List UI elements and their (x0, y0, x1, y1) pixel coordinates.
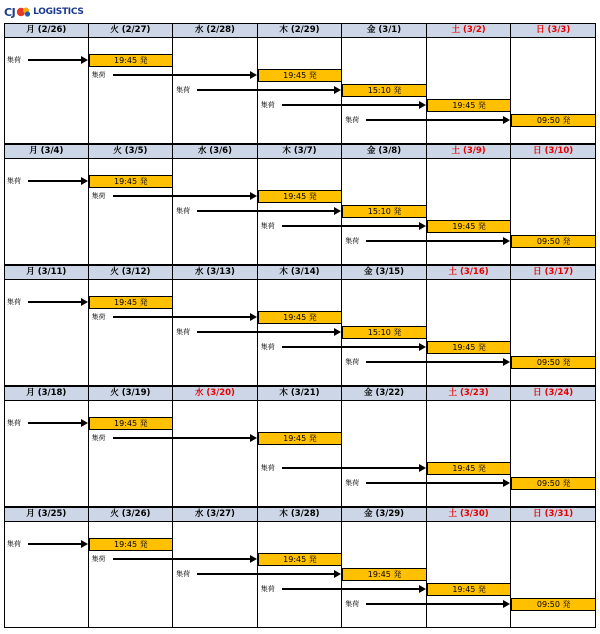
departure-time-badge: 19:45 発 (258, 190, 343, 203)
week-header-row (4, 507, 596, 522)
shipment-row (4, 477, 596, 491)
shipment-row (4, 568, 596, 582)
arrow-right-icon (419, 222, 426, 230)
shipment-row (4, 432, 596, 446)
week-body-row (4, 401, 596, 507)
day-header-cell: 木 (3/7) (258, 144, 343, 159)
departure-time-badge: 19:45 発 (89, 54, 174, 67)
departure-time-badge: 09:50 発 (511, 477, 596, 490)
departure-time-badge: 19:45 発 (427, 220, 512, 233)
pickup-arrow-line (197, 210, 335, 212)
shipment-row (4, 84, 596, 98)
departure-time-badge: 09:50 発 (511, 356, 596, 369)
day-header-cell: 土 (3/16) (427, 265, 512, 280)
pickup-label: 集荷 (176, 570, 191, 578)
pickup-label: 集荷 (7, 56, 21, 64)
pickup-label: 集荷 (91, 313, 106, 321)
day-header-cell: 日 (3/10) (511, 144, 596, 159)
shipment-row (4, 190, 596, 204)
departure-time-badge: 19:45 発 (258, 553, 343, 566)
pickup-arrow-line (282, 467, 420, 469)
day-header-cell: 月 (3/18) (4, 386, 89, 401)
day-header-cell: 火 (2/27) (89, 23, 174, 38)
pickup-label: 集荷 (345, 600, 360, 608)
shipment-row (4, 311, 596, 325)
arrow-right-icon (334, 328, 341, 336)
pickup-arrow-line (282, 346, 420, 348)
departure-time-badge: 19:45 発 (89, 417, 174, 430)
pickup-arrow-line (282, 104, 420, 106)
arrow-right-icon (503, 358, 510, 366)
pickup-label: 集荷 (176, 86, 191, 94)
week-header-row (4, 144, 596, 159)
shipment-row (4, 326, 596, 340)
pickup-arrow-line (113, 558, 251, 560)
pickup-label: 集荷 (345, 237, 360, 245)
pickup-label: 集荷 (7, 540, 21, 548)
pickup-label: 集荷 (91, 71, 106, 79)
departure-time-badge: 09:50 発 (511, 114, 596, 127)
arrow-right-icon (503, 237, 510, 245)
week-block (4, 23, 596, 144)
arrow-right-icon (81, 540, 88, 548)
pickup-label: 集荷 (345, 358, 360, 366)
arrow-right-icon (81, 177, 88, 185)
shipment-row (4, 538, 596, 552)
pickup-arrow-line (113, 316, 251, 318)
day-header-cell: 土 (3/9) (427, 144, 512, 159)
week-header-row (4, 386, 596, 401)
pickup-label: 集荷 (91, 434, 106, 442)
shipment-row (4, 296, 596, 310)
pickup-arrow-line (282, 588, 420, 590)
day-header-cell: 土 (3/23) (427, 386, 512, 401)
arrow-right-icon (503, 116, 510, 124)
departure-time-badge: 19:45 発 (342, 568, 427, 581)
week-block (4, 265, 596, 386)
shipment-row (4, 54, 596, 68)
arrow-right-icon (419, 585, 426, 593)
day-header-cell: 水 (2/28) (173, 23, 258, 38)
pickup-label: 集荷 (7, 177, 21, 185)
arrow-right-icon (334, 86, 341, 94)
week-body-row (4, 38, 596, 144)
departure-time-badge: 19:45 発 (258, 69, 343, 82)
departure-time-badge: 15:10 発 (342, 205, 427, 218)
pickup-label: 集荷 (176, 207, 191, 215)
day-header-cell: 日 (3/3) (511, 23, 596, 38)
shipment-row (4, 583, 596, 597)
arrow-right-icon (503, 600, 510, 608)
shipment-row (4, 99, 596, 113)
day-header-cell: 金 (3/29) (342, 507, 427, 522)
shipment-row (4, 417, 596, 431)
departure-time-badge: 19:45 発 (427, 462, 512, 475)
cj-logistics-logo (4, 2, 84, 22)
day-header-cell: 火 (3/12) (89, 265, 174, 280)
arrow-right-icon (81, 56, 88, 64)
shipment-row (4, 598, 596, 612)
day-header-cell: 火 (3/26) (89, 507, 174, 522)
shipment-row (4, 356, 596, 370)
day-header-cell: 水 (3/13) (173, 265, 258, 280)
week-body-row (4, 522, 596, 628)
day-header-cell: 木 (3/14) (258, 265, 343, 280)
pickup-label: 集荷 (7, 419, 21, 427)
day-header-cell: 金 (3/8) (342, 144, 427, 159)
pickup-label: 集荷 (7, 298, 21, 306)
week-block (4, 507, 596, 628)
arrow-right-icon (250, 192, 257, 200)
shipment-row (4, 205, 596, 219)
shipment-row (4, 462, 596, 476)
pickup-arrow-line (366, 482, 504, 484)
pickup-arrow-line (113, 437, 251, 439)
pickup-arrow-line (282, 225, 420, 227)
shipment-row (4, 114, 596, 128)
day-header-cell: 月 (3/4) (4, 144, 89, 159)
day-header-cell: 水 (3/20) (173, 386, 258, 401)
week-header-row (4, 265, 596, 280)
day-header-cell: 土 (3/30) (427, 507, 512, 522)
pickup-label: 集荷 (345, 116, 360, 124)
day-header-cell: 金 (3/15) (342, 265, 427, 280)
departure-time-badge: 19:45 発 (427, 99, 512, 112)
day-header-cell: 金 (3/22) (342, 386, 427, 401)
logo-cj-text: CJ (4, 5, 16, 19)
day-header-cell: 日 (3/31) (511, 507, 596, 522)
pickup-arrow-line (113, 74, 251, 76)
week-block (4, 386, 596, 507)
departure-time-badge: 19:45 発 (258, 432, 343, 445)
day-header-cell: 火 (3/5) (89, 144, 174, 159)
pickup-arrow-line (28, 543, 82, 545)
week-block (4, 144, 596, 265)
arrow-right-icon (250, 71, 257, 79)
day-header-cell: 木 (3/28) (258, 507, 343, 522)
pickup-label: 集荷 (260, 464, 275, 472)
pickup-arrow-line (366, 361, 504, 363)
departure-time-badge: 19:45 発 (89, 175, 174, 188)
pickup-label: 集荷 (345, 479, 360, 487)
day-header-cell: 日 (3/17) (511, 265, 596, 280)
arrow-right-icon (81, 419, 88, 427)
pickup-label: 集荷 (91, 555, 106, 563)
pickup-arrow-line (197, 331, 335, 333)
departure-time-badge: 19:45 発 (427, 341, 512, 354)
pickup-arrow-line (28, 59, 82, 61)
arrow-right-icon (250, 434, 257, 442)
shipment-row (4, 553, 596, 567)
day-header-cell: 水 (3/6) (173, 144, 258, 159)
pickup-label: 集荷 (176, 328, 191, 336)
departure-time-badge: 19:45 発 (89, 538, 174, 551)
pickup-label: 集荷 (260, 343, 275, 351)
arrow-right-icon (419, 343, 426, 351)
departure-time-badge: 19:45 発 (427, 583, 512, 596)
pickup-label: 集荷 (260, 585, 275, 593)
shipment-row (4, 175, 596, 189)
pickup-arrow-line (197, 573, 335, 575)
pickup-arrow-line (28, 422, 82, 424)
shipment-row (4, 235, 596, 249)
pickup-label: 集荷 (260, 222, 275, 230)
shipment-row (4, 341, 596, 355)
pickup-arrow-line (28, 180, 82, 182)
pickup-label: 集荷 (260, 101, 275, 109)
day-header-cell: 月 (3/11) (4, 265, 89, 280)
day-header-cell: 木 (2/29) (258, 23, 343, 38)
pickup-arrow-line (366, 603, 504, 605)
pickup-arrow-line (197, 89, 335, 91)
departure-time-badge: 15:10 発 (342, 326, 427, 339)
arrow-right-icon (503, 479, 510, 487)
pickup-arrow-line (366, 119, 504, 121)
arrow-right-icon (250, 555, 257, 563)
pickup-label: 集荷 (91, 192, 106, 200)
day-header-cell: 月 (3/25) (4, 507, 89, 522)
day-header-cell: 日 (3/24) (511, 386, 596, 401)
logo-logistics-text: LOGISTICS (33, 7, 84, 17)
shipment-row (4, 69, 596, 83)
shipment-row (4, 220, 596, 234)
arrow-right-icon (334, 207, 341, 215)
week-body-row (4, 159, 596, 265)
pickup-arrow-line (366, 240, 504, 242)
arrow-right-icon (419, 464, 426, 472)
arrow-right-icon (250, 313, 257, 321)
departure-time-badge: 09:50 発 (511, 598, 596, 611)
departure-time-badge: 19:45 発 (89, 296, 174, 309)
day-header-cell: 木 (3/21) (258, 386, 343, 401)
departure-time-badge: 15:10 発 (342, 84, 427, 97)
pickup-arrow-line (113, 195, 251, 197)
day-header-cell: 水 (3/27) (173, 507, 258, 522)
day-header-cell: 土 (3/2) (427, 23, 512, 38)
departure-time-badge: 19:45 発 (258, 311, 343, 324)
week-header-row (4, 23, 596, 38)
day-header-cell: 月 (2/26) (4, 23, 89, 38)
pickup-arrow-line (28, 301, 82, 303)
arrow-right-icon (81, 298, 88, 306)
shipping-calendar (4, 23, 596, 628)
arrow-right-icon (334, 570, 341, 578)
departure-time-badge: 09:50 発 (511, 235, 596, 248)
week-body-row (4, 280, 596, 386)
cj-logo-mark-icon (16, 6, 32, 18)
day-header-cell: 火 (3/19) (89, 386, 174, 401)
day-header-cell: 金 (3/1) (342, 23, 427, 38)
arrow-right-icon (419, 101, 426, 109)
